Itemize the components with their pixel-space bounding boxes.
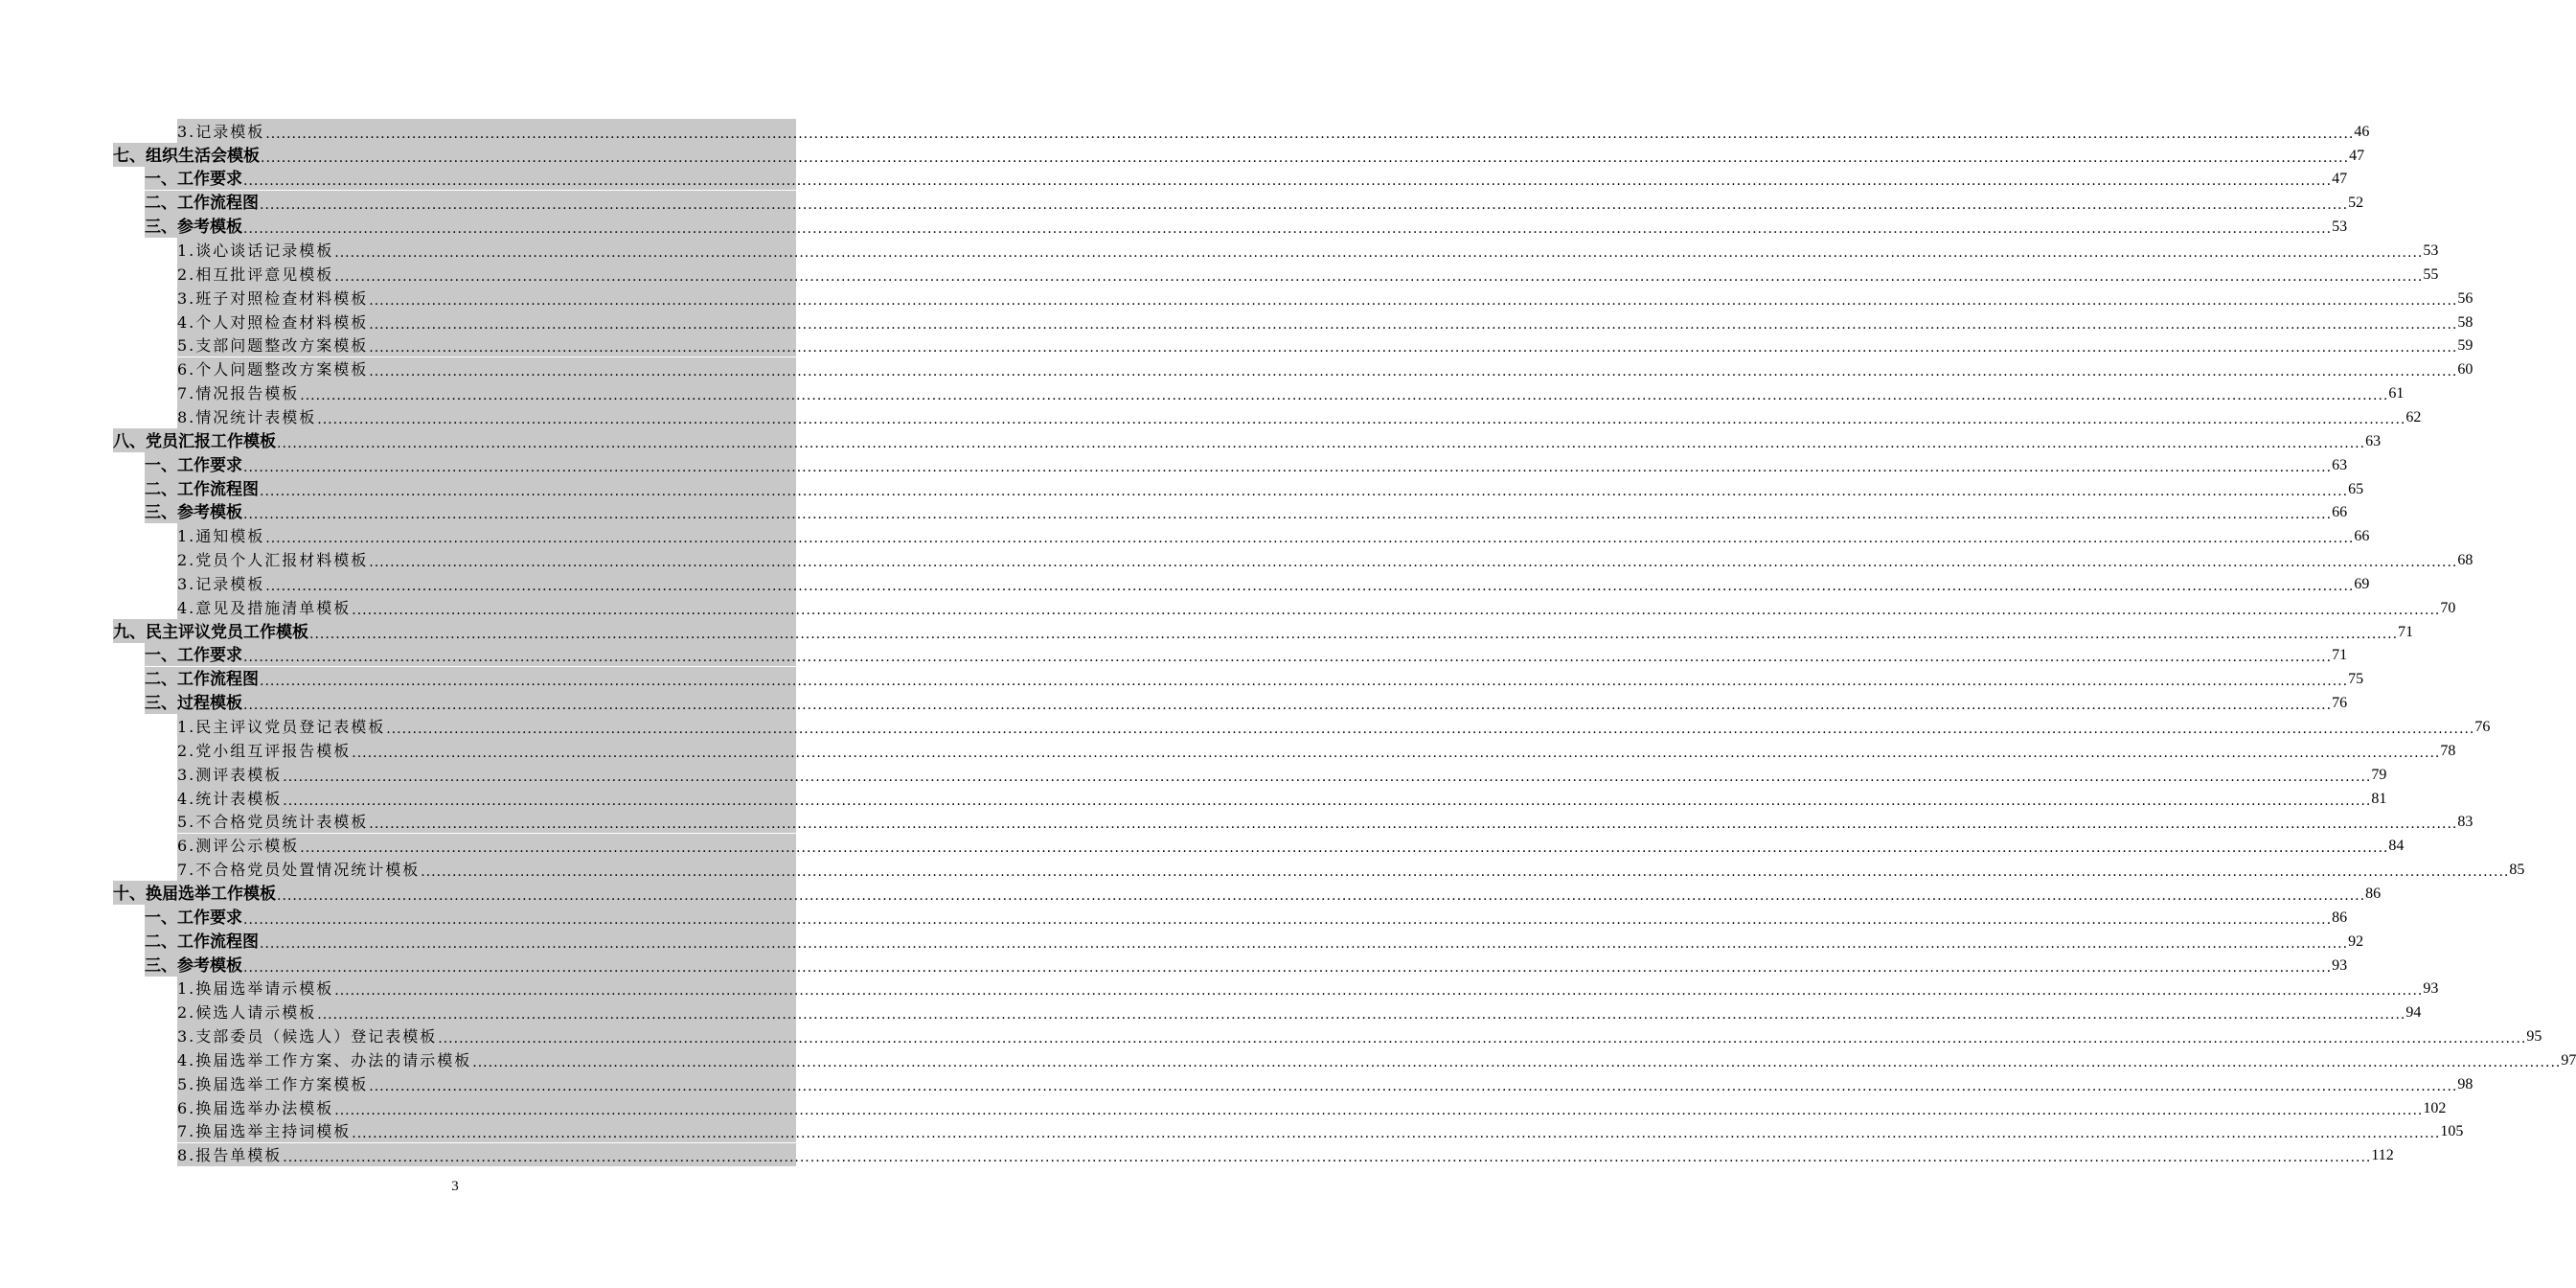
- toc-entry-label: 8.报告单模板: [177, 1146, 283, 1165]
- toc-leader-dots: ................................................................................................................................................................................................................................................................................................................................................................................................................: [369, 292, 2458, 309]
- toc-entry-page: 94: [2405, 1004, 2422, 1022]
- toc-leader-dots: ................................................................................................................................................................................................................................................................................................................................................................................................................: [352, 745, 2441, 761]
- toc-entry-label: 7.情况报告模板: [177, 384, 300, 403]
- toc-leader-dots: ................................................................................................................................................................................................................................................................................................................................................................................................................: [265, 531, 2355, 547]
- toc-entry[interactable]: [145, 690, 2348, 714]
- toc-entry-page: 53: [2332, 218, 2348, 236]
- toc-entry[interactable]: [177, 238, 2439, 262]
- toc-entry[interactable]: [145, 905, 2348, 929]
- toc-entry-label: 一、工作要求: [145, 455, 242, 475]
- toc-entry-label: 二、工作流程图: [145, 194, 259, 214]
- toc-entry-page: 84: [2388, 838, 2405, 855]
- toc-entry[interactable]: [177, 286, 2473, 310]
- toc-entry[interactable]: [177, 1143, 2394, 1167]
- toc-entry-page: 55: [2423, 265, 2439, 283]
- toc-leader-dots: ................................................................................................................................................................................................................................................................................................................................................................................................................: [317, 411, 2406, 427]
- toc-entry-label: 3.记录模板: [177, 574, 265, 593]
- toc-entry-label: 一、工作要求: [145, 170, 242, 190]
- toc-leader-dots: ................................................................................................................................................................................................................................................................................................................................................................................................................: [300, 388, 2389, 404]
- toc-leader-dots: ................................................................................................................................................................................................................................................................................................................................................................................................................: [472, 1054, 2562, 1070]
- toc-leader-dots: ................................................................................................................................................................................................................................................................................................................................................................................................................: [243, 221, 2333, 238]
- toc-entry-label: 三、参考模板: [145, 955, 242, 976]
- toc-entry-label: 九、民主评议党员工作模板: [113, 622, 308, 642]
- toc-entry-page: 102: [2423, 1099, 2447, 1116]
- toc-entry[interactable]: [177, 310, 2473, 334]
- toc-entry[interactable]: [177, 810, 2473, 834]
- toc-entry-page: 66: [2354, 528, 2370, 545]
- toc-entry-label: 2.党小组互评报告模板: [177, 741, 352, 760]
- toc-entry[interactable]: [113, 619, 2414, 643]
- toc-entry-label: 1.通知模板: [177, 527, 265, 546]
- toc-entry-page: 59: [2457, 337, 2473, 355]
- toc-leader-dots: ................................................................................................................................................................................................................................................................................................................................................................................................................: [277, 435, 2366, 451]
- toc-entry-page: 95: [2526, 1028, 2542, 1046]
- toc-entry-label: 二、工作流程图: [145, 932, 259, 952]
- toc-leader-dots: ................................................................................................................................................................................................................................................................................................................................................................................................................: [334, 1102, 2424, 1118]
- toc-entry-label: 二、工作流程图: [145, 670, 259, 690]
- toc-entry-page: 68: [2457, 552, 2473, 569]
- toc-entry[interactable]: [177, 977, 2439, 1000]
- toc-leader-dots: ................................................................................................................................................................................................................................................................................................................................................................................................................: [261, 150, 2350, 166]
- toc-leader-dots: ................................................................................................................................................................................................................................................................................................................................................................................................................: [265, 126, 2355, 142]
- toc-entry-label: 5.不合格党员统计表模板: [177, 813, 369, 832]
- toc-leader-dots: ................................................................................................................................................................................................................................................................................................................................................................................................................: [334, 245, 2424, 262]
- toc-entry-page: 75: [2348, 671, 2364, 688]
- toc-entry[interactable]: [113, 143, 2365, 167]
- toc-entry-label: 5.支部问题整改方案模板: [177, 336, 369, 356]
- toc-entry-label: 4.统计表模板: [177, 789, 283, 808]
- toc-entry-label: 4.换届选举工作方案、办法的请示模板: [177, 1050, 472, 1070]
- toc-entry-label: 1.换届选举请示模板: [177, 979, 334, 999]
- toc-entry[interactable]: [145, 643, 2348, 667]
- toc-entry[interactable]: [145, 929, 2364, 953]
- toc-leader-dots: ................................................................................................................................................................................................................................................................................................................................................................................................................: [283, 1150, 2372, 1166]
- toc-entry[interactable]: [177, 547, 2473, 571]
- toc-entry-label: 6.测评公示模板: [177, 837, 300, 856]
- toc-entry[interactable]: [177, 404, 2422, 428]
- toc-entry-label: 三、过程模板: [145, 694, 242, 714]
- toc-entry-label: 3.班子对照检查材料模板: [177, 288, 369, 308]
- toc-entry-page: 47: [2332, 171, 2348, 188]
- toc-entry-page: 97: [2561, 1051, 2576, 1069]
- toc-leader-dots: ................................................................................................................................................................................................................................................................................................................................................................................................................: [243, 698, 2333, 714]
- toc-entry[interactable]: [177, 1095, 2447, 1119]
- toc-leader-dots: ................................................................................................................................................................................................................................................................................................................................................................................................................: [260, 197, 2349, 214]
- toc-entry-label: 3.支部委员（候选人）登记表模板: [177, 1027, 438, 1046]
- toc-entry[interactable]: [177, 738, 2456, 762]
- toc-entry[interactable]: [145, 191, 2364, 215]
- toc-entry-label: 8.情况统计表模板: [177, 407, 317, 426]
- toc-entry[interactable]: [177, 571, 2370, 595]
- toc-entry-page: 56: [2457, 289, 2473, 307]
- toc-entry-label: 2.候选人请示模板: [177, 1003, 317, 1023]
- toc-entry-page: 86: [2332, 908, 2348, 926]
- toc-entry[interactable]: [177, 1024, 2542, 1047]
- toc-entry-label: 6.换届选举办法模板: [177, 1098, 334, 1117]
- toc-entry-page: 86: [2365, 885, 2382, 902]
- toc-entry[interactable]: [145, 500, 2348, 524]
- toc-entry-page: 47: [2349, 147, 2365, 164]
- toc-entry[interactable]: [177, 1047, 2576, 1071]
- toc-leader-dots: ................................................................................................................................................................................................................................................................................................................................................................................................................: [243, 650, 2333, 666]
- toc-entry-label: 八、党员汇报工作模板: [113, 431, 276, 451]
- toc-entry-page: 112: [2371, 1147, 2394, 1164]
- toc-entry-label: 2.党员个人汇报材料模板: [177, 551, 369, 570]
- toc-entry-label: 7.不合格党员处置情况统计模板: [177, 861, 421, 880]
- toc-entry[interactable]: [113, 881, 2382, 905]
- toc-leader-dots: ................................................................................................................................................................................................................................................................................................................................................................................................................: [265, 578, 2355, 594]
- toc-entry-page: 93: [2332, 956, 2348, 974]
- toc-entry-page: 85: [2509, 862, 2525, 879]
- toc-entry-page: 61: [2388, 385, 2405, 402]
- toc-entry-label: 1.民主评议党员登记表模板: [177, 718, 386, 737]
- toc-leader-dots: ................................................................................................................................................................................................................................................................................................................................................................................................................: [243, 507, 2333, 523]
- toc-entry-page: 92: [2348, 932, 2364, 950]
- toc-leader-dots: ................................................................................................................................................................................................................................................................................................................................................................................................................: [283, 769, 2372, 785]
- toc-entry[interactable]: [177, 1119, 2464, 1143]
- toc-leader-dots: ................................................................................................................................................................................................................................................................................................................................................................................................................: [334, 268, 2424, 285]
- toc-leader-dots: ................................................................................................................................................................................................................................................................................................................................................................................................................: [260, 935, 2349, 952]
- toc-entry-page: 53: [2423, 242, 2439, 260]
- toc-leader-dots: ................................................................................................................................................................................................................................................................................................................................................................................................................: [243, 911, 2333, 928]
- toc-entry-label: 三、参考模板: [145, 218, 242, 238]
- toc-entry-label: 七、组织生活会模板: [113, 146, 260, 166]
- toc-leader-dots: ................................................................................................................................................................................................................................................................................................................................................................................................................: [369, 316, 2458, 333]
- toc-leader-dots: ................................................................................................................................................................................................................................................................................................................................................................................................................: [243, 173, 2333, 190]
- toc-entry-page: 46: [2354, 123, 2370, 140]
- toc-entry-page: 63: [2332, 456, 2348, 473]
- toc-leader-dots: ................................................................................................................................................................................................................................................................................................................................................................................................................: [283, 793, 2372, 809]
- toc-entry[interactable]: [145, 214, 2348, 238]
- page-number: 3: [451, 1179, 459, 1194]
- toc-leader-dots: ................................................................................................................................................................................................................................................................................................................................................................................................................: [243, 459, 2333, 475]
- toc-entry-label: 一、工作要求: [145, 646, 242, 666]
- toc-entry-page: 76: [2474, 719, 2491, 736]
- toc-leader-dots: ................................................................................................................................................................................................................................................................................................................................................................................................................: [300, 840, 2389, 857]
- toc-leader-dots: ................................................................................................................................................................................................................................................................................................................................................................................................................: [421, 864, 2510, 881]
- toc-leader-dots: ................................................................................................................................................................................................................................................................................................................................................................................................................: [260, 674, 2349, 690]
- toc-entry[interactable]: [177, 786, 2387, 810]
- toc-entry-label: 7.换届选举主持词模板: [177, 1122, 352, 1141]
- toc-entry-label: 4.意见及措施清单模板: [177, 598, 352, 617]
- toc-entry-label: 4.个人对照检查材料模板: [177, 312, 369, 332]
- toc-entry-label: 二、工作流程图: [145, 479, 259, 499]
- toc-entry[interactable]: [177, 119, 2370, 143]
- toc-entry-label: 6.个人问题整改方案模板: [177, 360, 369, 380]
- toc-entry[interactable]: [145, 452, 2348, 476]
- toc-leader-dots: ................................................................................................................................................................................................................................................................................................................................................................................................................: [309, 626, 2399, 642]
- toc-entry-page: 83: [2457, 814, 2473, 831]
- toc-leader-dots: ................................................................................................................................................................................................................................................................................................................................................................................................................: [352, 602, 2441, 618]
- toc-leader-dots: ................................................................................................................................................................................................................................................................................................................................................................................................................: [369, 340, 2458, 356]
- toc-entry-label: 1.谈心谈话记录模板: [177, 242, 334, 261]
- toc-entry[interactable]: [177, 357, 2473, 381]
- toc-entry-page: 98: [2457, 1075, 2473, 1092]
- toc-leader-dots: ................................................................................................................................................................................................................................................................................................................................................................................................................: [260, 483, 2349, 499]
- toc-entry-label: 3.记录模板: [177, 122, 265, 141]
- toc-entry-page: 69: [2354, 575, 2370, 592]
- toc-entry-page: 81: [2371, 790, 2387, 807]
- toc-entry[interactable]: [145, 667, 2364, 691]
- toc-entry-page: 79: [2371, 766, 2387, 783]
- toc-entry[interactable]: [145, 953, 2348, 977]
- toc-entry[interactable]: [145, 476, 2364, 500]
- toc-leader-dots: ................................................................................................................................................................................................................................................................................................................................................................................................................: [352, 1126, 2441, 1142]
- toc-entry[interactable]: [145, 167, 2348, 191]
- toc-entry[interactable]: [177, 1071, 2473, 1095]
- toc-leader-dots: ................................................................................................................................................................................................................................................................................................................................................................................................................: [369, 816, 2458, 833]
- toc-leader-dots: ................................................................................................................................................................................................................................................................................................................................................................................................................: [369, 1078, 2458, 1094]
- toc-entry-label: 三、参考模板: [145, 503, 242, 523]
- toc-leader-dots: ................................................................................................................................................................................................................................................................................................................................................................................................................: [334, 983, 2424, 1000]
- toc-entry-page: 93: [2423, 980, 2439, 998]
- toc-leader-dots: ................................................................................................................................................................................................................................................................................................................................................................................................................: [369, 364, 2458, 380]
- toc-entry[interactable]: [177, 380, 2405, 404]
- toc-entry[interactable]: [177, 262, 2439, 286]
- toc-entry-page: 76: [2332, 695, 2348, 712]
- toc-entry-page: 70: [2440, 599, 2456, 616]
- toc-entry-page: 60: [2457, 361, 2473, 379]
- toc-leader-dots: ................................................................................................................................................................................................................................................................................................................................................................................................................: [438, 1031, 2527, 1047]
- toc-entry[interactable]: [177, 857, 2525, 881]
- toc-entry[interactable]: [177, 762, 2387, 786]
- toc-entry-page: 71: [2332, 647, 2348, 664]
- toc-entry-label: 3.测评表模板: [177, 765, 283, 784]
- toc-entry-page: 52: [2348, 195, 2364, 212]
- toc-entry-label: 5.换届选举工作方案模板: [177, 1074, 369, 1093]
- toc-entry-label: 十、换届选举工作模板: [113, 884, 276, 904]
- toc-entry-page: 65: [2348, 480, 2364, 497]
- toc-entry-label: 2.相互批评意见模板: [177, 264, 334, 284]
- toc-entry[interactable]: [177, 834, 2405, 858]
- toc-leader-dots: ................................................................................................................................................................................................................................................................................................................................................................................................................: [317, 1007, 2406, 1024]
- toc-entry-label: 一、工作要求: [145, 908, 242, 928]
- toc-leader-dots: ................................................................................................................................................................................................................................................................................................................................................................................................................: [369, 555, 2458, 571]
- toc-entry[interactable]: [177, 334, 2473, 357]
- toc-entry[interactable]: [113, 428, 2382, 452]
- toc-entry-page: 66: [2332, 504, 2348, 521]
- toc-leader-dots: ................................................................................................................................................................................................................................................................................................................................................................................................................: [243, 959, 2333, 976]
- toc-entry-page: 63: [2365, 432, 2382, 449]
- toc-entry[interactable]: [177, 1000, 2422, 1024]
- toc-entry-page: 62: [2405, 408, 2422, 426]
- toc-entry-page: 71: [2398, 623, 2414, 640]
- toc-entry-page: 78: [2440, 742, 2456, 759]
- toc-entry[interactable]: [177, 714, 2491, 738]
- toc-entry[interactable]: [177, 595, 2456, 619]
- toc-entry[interactable]: [177, 523, 2370, 547]
- toc-entry-page: 58: [2457, 313, 2473, 331]
- toc-leader-dots: ................................................................................................................................................................................................................................................................................................................................................................................................................: [277, 887, 2366, 904]
- toc-leader-dots: ................................................................................................................................................................................................................................................................................................................................................................................................................: [386, 722, 2475, 738]
- toc-entry-page: 105: [2440, 1123, 2464, 1140]
